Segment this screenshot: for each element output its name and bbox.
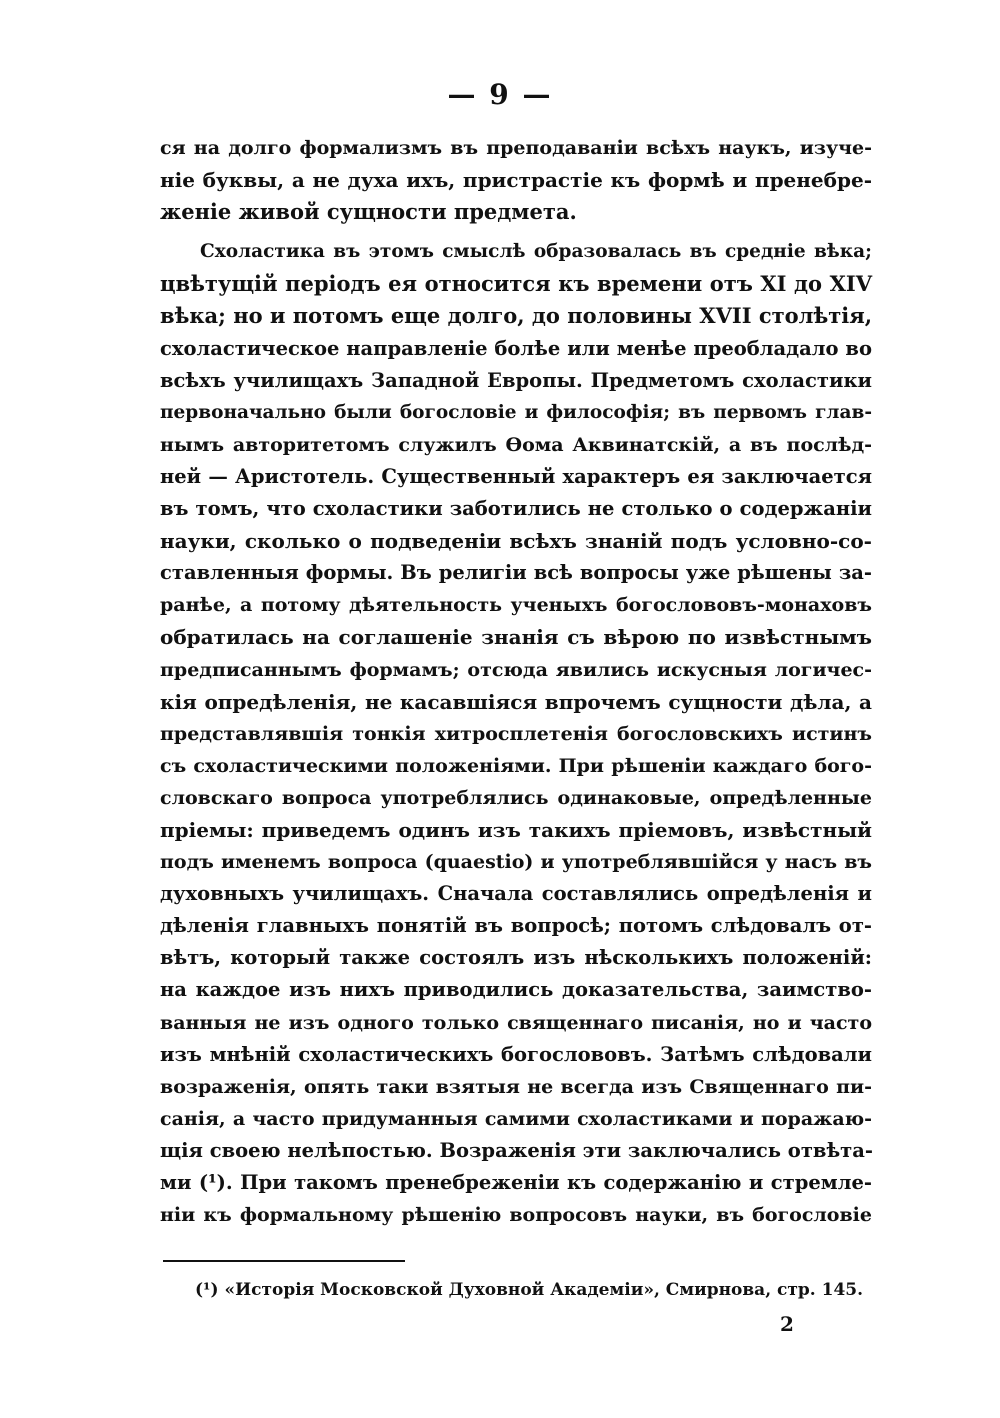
text-line: ніе буквы, а не духа ихъ, пристрастіе къ формѣ и пренебре- [160, 168, 872, 193]
text-line: въ томъ, что схоластики заботились не столько о содержаніи [160, 497, 872, 521]
paragraph-1 [160, 132, 872, 228]
text-line: ми (¹). При такомъ пренебреженіи къ содержанію и стремле- [160, 1171, 872, 1194]
text-line: духовныхъ училищахъ. Сначала составлялись опредѣленія и [160, 882, 872, 906]
text-line: дѣленія главныхъ понятій въ вопросѣ; потомъ слѣдовалъ от- [160, 914, 872, 938]
text-line: ніи къ формальному рѣшенію вопросовъ науки, въ богословіе [160, 1204, 872, 1227]
text-line: предписаннымъ формамъ; отсюда явились искусныя логичес- [160, 658, 872, 681]
text-line: на каждое изъ нихъ приводились доказательства, заимство- [160, 978, 872, 1002]
text-line: первоначально были богословіе и философія; въ первомъ глав- [160, 401, 872, 423]
signature-mark: 2 [780, 1312, 794, 1336]
text-line: съ схоластическими положеніями. При рѣшеніи каждаго бого- [160, 754, 872, 777]
text-line: кія опредѣленія, не касавшіяся впрочемъ сущности дѣла, а [160, 689, 872, 714]
page-number: — 9 — [447, 78, 553, 111]
text-line: вѣка; но и потомъ еще долго, до половины XVII столѣтія, [160, 303, 873, 329]
text-line: женіе живой сущности предмета. [160, 199, 577, 225]
text-line: щія своею нелѣпостью. Возраженія эти заключались отвѣта- [160, 1138, 873, 1162]
text-line: цвѣтущій періодъ ея относится къ времени отъ XI до XIV [160, 271, 872, 297]
text-line: ней — Аристотель. Существенный характеръ ея заключается [160, 464, 872, 488]
text-line: схоластическое направленіе болѣе или менѣе преобладало во [160, 336, 872, 360]
text-line: ванныя не изъ одного только священнаго писанія, но и часто [160, 1011, 872, 1034]
footnote: (¹) «Исторія Московской Духовной Академіи», Смирнова, стр. 145. [195, 1280, 864, 1300]
text-line: возраженія, опять таки взятыя не всегда изъ Священнаго пи- [160, 1075, 872, 1098]
body-text [160, 132, 872, 1263]
text-line: ранѣе, а потому дѣятельность ученыхъ богослововъ-монаховъ [160, 594, 872, 617]
text-line: санія, а часто придуманныя самими схоластиками и поражаю- [160, 1107, 872, 1130]
text-line: науки, сколько о подведеніи всѣхъ знаній подъ условно-со- [160, 529, 872, 554]
text-line: всѣхъ училищахъ Западной Европы. Предметомъ схоластики [160, 368, 872, 392]
text-line: ся на долго формализмъ въ преподаваніи всѣхъ наукъ, изуче- [160, 137, 872, 159]
paragraph-2 [160, 236, 872, 1263]
text-line: нымъ авторитетомъ служилъ Ѳома Аквинатскій, а въ послѣд- [160, 433, 872, 456]
text-line: словскаго вопроса употреблялись одинаковые, опредѣленные [160, 786, 872, 809]
text-line: подъ именемъ вопроса (quaestio) и употреблявшійся у насъ въ [160, 851, 872, 874]
text-line: представлявшія тонкія хитросплетенія богословскихъ истинъ [160, 722, 872, 745]
footnote-divider [163, 1260, 405, 1262]
text-line: вѣтъ, который также состоялъ изъ нѣсколькихъ положеній: [160, 946, 872, 970]
text-line: изъ мнѣній схоластическихъ богослововъ. Затѣмъ слѣдовали [160, 1042, 872, 1066]
paragraph-gap [160, 228, 872, 236]
text-line: ставленныя формы. Въ религіи всѣ вопросы уже рѣшены за- [160, 561, 872, 585]
text-line: пріемы: приведемъ одинъ изъ такихъ пріемовъ, извѣстный [160, 817, 872, 842]
text-line: Схоластика въ этомъ смыслѣ образовалась въ средніе вѣка; [200, 241, 872, 263]
text-line: обратилась на соглашеніе знанія съ вѣрою по извѣстнымъ [160, 625, 872, 650]
text-line [160, 1231, 872, 1263]
